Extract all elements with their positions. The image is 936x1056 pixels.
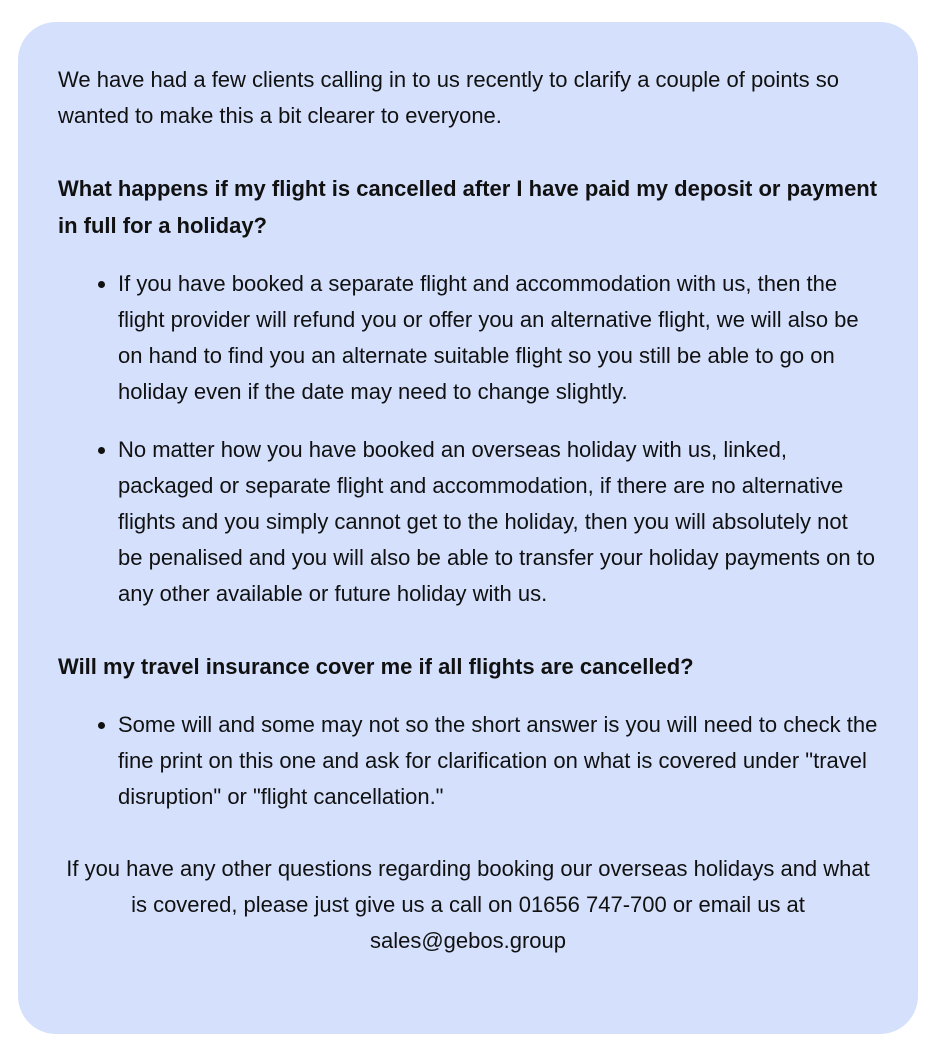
answer-separate-booking: • If you have booked a separate flight and accommodation with us, then the flight provider will refund you or offer you an alternative flight, we will also be on hand to find you an alternate suitable flight so you still be able to go on holiday even if the date may need to change slightly.: [118, 266, 878, 410]
faq-question-flight-cancelled: What happens if my flight is cancelled after I have paid my deposit or payment in full for a holiday?: [58, 176, 878, 238]
intro-paragraph: We have had a few clients calling in to us recently to clarify a couple of points so wanted to make this a bit clearer to everyone.: [58, 67, 840, 128]
info-card: [18, 22, 918, 1034]
answer-no-penalty: • No matter how you have booked an overseas holiday with us, linked, packaged or separate flight and accommodation, if there are no alternative flights and you simply cannot get to the holiday, then you will absolutely not be penalised and you will also be able to transfer your holiday payments on to any other available or future holiday with us.: [118, 432, 878, 612]
faq-answers-travel-insurance: [58, 707, 878, 815]
contact-paragraph: If you have any other questions regarding booking our overseas holidays and what is covered, please just give us a call on 01656 747-700 or email us at sales@gebos.group: [66, 856, 870, 953]
answer-check-fine-print: • Some will and some may not so the short answer is you will need to check the fine print on this one and ask for clarification on what is covered under "travel disruption" or "flight cancellation.": [118, 707, 878, 815]
faq-question-travel-insurance: Will my travel insurance cover me if all flights are cancelled?: [58, 654, 694, 679]
faq-answers-flight-cancelled: [58, 266, 878, 612]
